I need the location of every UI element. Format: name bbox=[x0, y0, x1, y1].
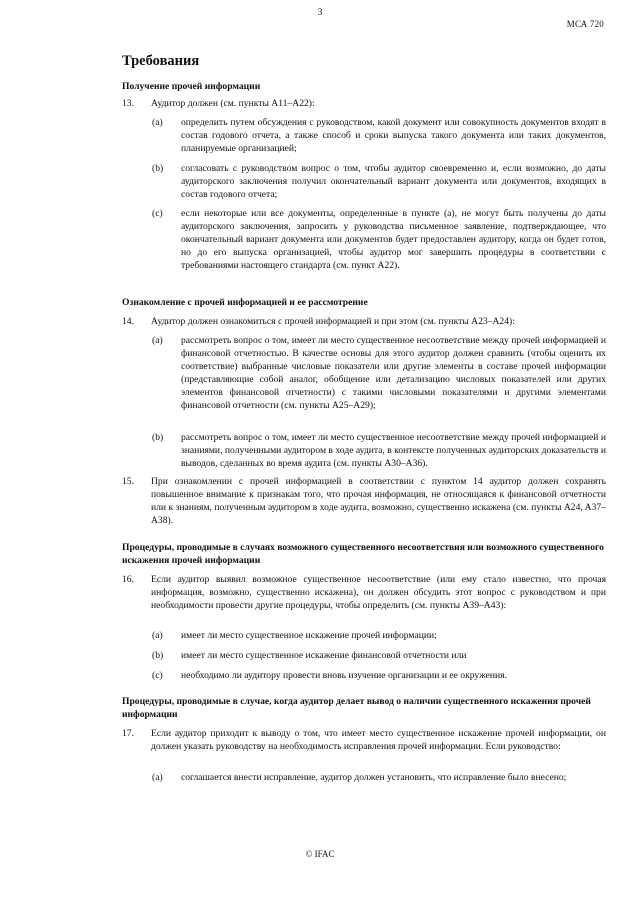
list-item-13c bbox=[152, 208, 606, 273]
paragraph-16 bbox=[122, 574, 606, 613]
list-item-label: (b) bbox=[152, 163, 164, 174]
paragraph-17 bbox=[122, 728, 606, 754]
list-item-text: рассмотреть вопрос о том, имеет ли место существенное несоответствие между прочей информацией и знаниями, полученными аудитором в ходе аудита, в контексте полученных аудиторских доказательств и выводов, сделанных во время аудита (см. пункты A30–A36). bbox=[181, 432, 606, 469]
list-item-text: имеет ли место существенное искажение прочей информации; bbox=[181, 630, 437, 641]
paragraph-text: Если аудитор выявил возможное существенное несоответствие (или ему стало известно, что прочая информация, возможно, существенно искажена), он должен обсудить этот вопрос с руководством и при необходимости провести другие процедуры, чтобы определить (см. пункты A39–A43): bbox=[151, 574, 606, 611]
list-item-label: (b) bbox=[152, 432, 164, 443]
copyright-footer: © IFAC bbox=[305, 849, 335, 859]
paragraph-15 bbox=[122, 476, 606, 528]
section-heading-possible-misstatement: Процедуры, проводимые в случаях возможного существенного несоответствия или возможного существенного искажения прочей информации bbox=[122, 542, 604, 566]
list-item-label: (c) bbox=[152, 208, 163, 219]
list-item-text: определить путем обсуждения с руководством, какой документ или совокупность документов входят в состав годового отчета, а также способ и сроки выпуска такого документа или таких документов, планируемые организацией; bbox=[181, 117, 606, 154]
paragraph-number: 14. bbox=[122, 316, 134, 327]
paragraph-number: 13. bbox=[122, 98, 134, 109]
paragraph-number: 17. bbox=[122, 728, 134, 739]
paragraph-text: При ознакомлении с прочей информацией в соответствии с пунктом 14 аудитор должен сохранять повышенное внимание к признакам того, что прочая информация, не относящаяся к финансовой отчетности или к знаниям, полученным аудитором в ходе аудита, возможно, существенно искажена (см. пункты A24, A37–A38). bbox=[151, 476, 606, 526]
list-item-text: если некоторые или все документы, определенные в пункте (a), не могут быть получены до даты аудиторского заключения, запросить у руководства письменное заявление, подтверждающее, что окончательный вариант документа или документов будет предоставлен аудитору, когда он будет готов, но до его выпуска организацией, чтобы аудитор мог завершить процедуры в соответствии с требованиями настоящего стандарта (см. пункт A22). bbox=[181, 208, 606, 271]
list-item-label: (a) bbox=[152, 772, 163, 783]
section-heading-misstatement-exists: Процедуры, проводимые в случае, когда аудитор делает вывод о наличии существенного искажения прочей информации bbox=[122, 696, 591, 720]
list-item-label: (c) bbox=[152, 670, 163, 681]
list-item-label: (a) bbox=[152, 117, 163, 128]
list-item-text: имеет ли место существенное искажение финансовой отчетности или bbox=[181, 650, 467, 661]
document-code: МСА 720 bbox=[566, 19, 604, 29]
list-item-label: (b) bbox=[152, 650, 164, 661]
list-item-16a bbox=[152, 630, 606, 643]
page-number: 3 bbox=[317, 8, 323, 18]
paragraph-text: Если аудитор приходит к выводу о том, что имеет место существенное искажение прочей информации, он должен указать руководству на необходимость исправления прочей информации. Если руководство: bbox=[151, 728, 606, 752]
list-item-13b bbox=[152, 163, 606, 202]
paragraph-number: 16. bbox=[122, 574, 134, 585]
list-item-label: (a) bbox=[152, 335, 163, 346]
list-item-14b bbox=[152, 432, 606, 471]
list-item-text: необходимо ли аудитору провести вновь изучение организации и ее окружения. bbox=[181, 670, 507, 681]
list-item-label: (a) bbox=[152, 630, 163, 641]
section-heading-obtaining: Получение прочей информации bbox=[122, 81, 261, 92]
list-item-text: согласовать с руководством вопрос о том, чтобы аудитор своевременно и, если возможно, до даты аудиторского заключения получил окончательный вариант документа или документов, входящих в состав годового отчета; bbox=[181, 163, 606, 200]
list-item-16c bbox=[152, 670, 606, 683]
list-item-14a bbox=[152, 335, 606, 412]
paragraph-text: Аудитор должен ознакомиться с прочей информацией и при этом (см. пункты A23–A24): bbox=[151, 316, 515, 327]
section-heading-reading: Ознакомление с прочей информацией и ее рассмотрение bbox=[122, 297, 368, 308]
paragraph-number: 15. bbox=[122, 476, 134, 487]
list-item-13a bbox=[152, 117, 606, 156]
list-item-text: рассмотреть вопрос о том, имеет ли место существенное несоответствие между прочей информацией и финансовой отчетностью. В качестве основы для этого аудитор должен сравнить (чтобы оценить их соответствие) выбранные числовые показатели или другие элементы в составе прочей информации (представляющие собой аналог, обобщение или детализацию числовых показателей или других элементов финансовой отчетности) с такими числовыми показателями и другими элементами финансовой отчетности (см. пункты A25–A29); bbox=[181, 335, 606, 411]
page-title: Требования bbox=[122, 53, 200, 69]
paragraph-14 bbox=[122, 316, 606, 329]
paragraph-13 bbox=[122, 98, 606, 111]
list-item-17a bbox=[152, 772, 606, 785]
list-item-text: соглашается внести исправление, аудитор должен установить, что исправление было внесено; bbox=[181, 772, 567, 783]
list-item-16b bbox=[152, 650, 606, 663]
paragraph-text: Аудитор должен (см. пункты A11–A22): bbox=[151, 98, 315, 109]
